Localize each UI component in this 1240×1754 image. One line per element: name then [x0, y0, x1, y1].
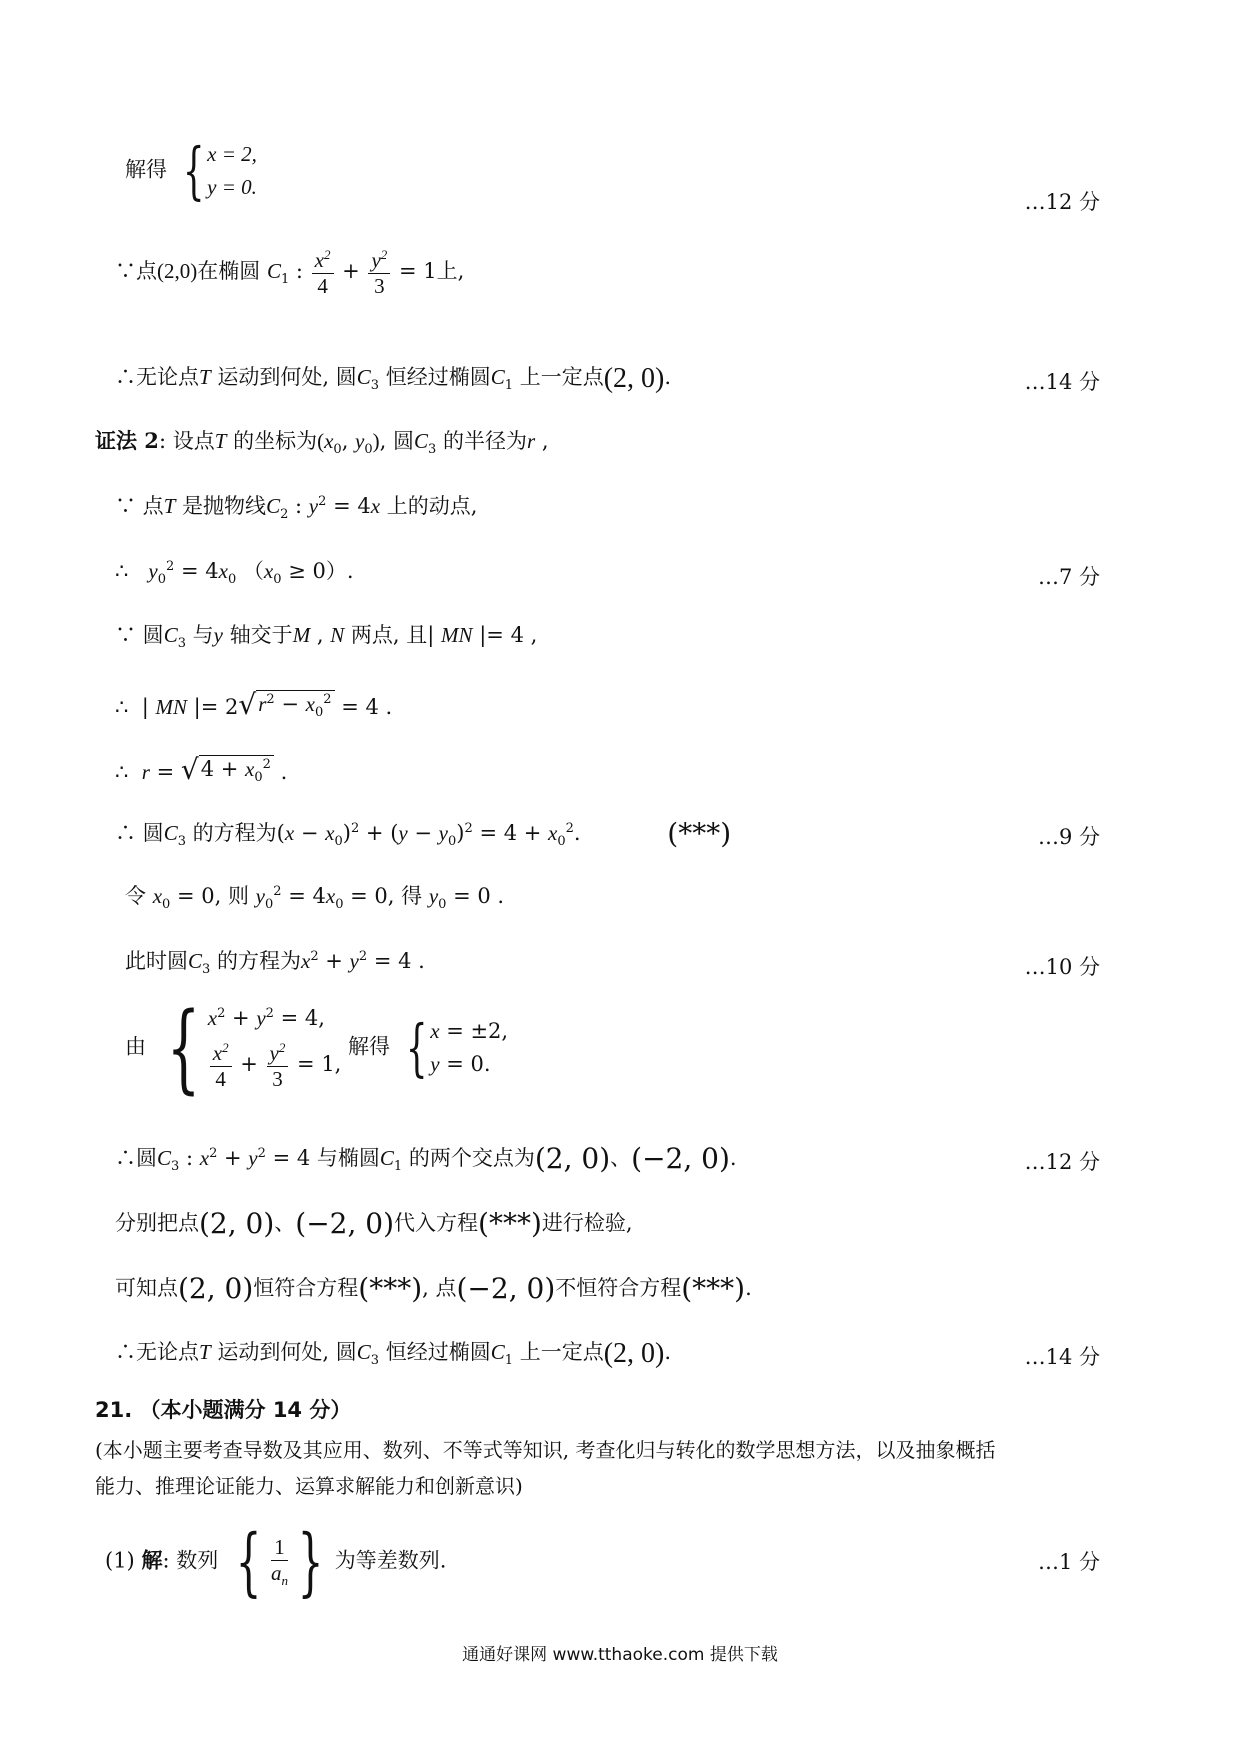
intersection-points-line: ∴圆$C_3$ : $x^2 + y^2 = 4$ 与椭圆$C_1$ 的两个交点为(2, 0)、(−2, 0). [115, 1142, 737, 1175]
score-10: …10 分 [1024, 955, 1100, 979]
point-on-ellipse-line: ∵点(2,0)在椭圆 $C_1$ : $\frac{x^2}{4}$ + $\frac{y^2}{3}$ = 1上, [115, 247, 465, 298]
score-1: …1 分 [1037, 1550, 1100, 1574]
relation-line: ∴ $y_0^2 = 4x_0$ $(x_0 \ge 0)$. [115, 559, 354, 588]
special-circle-line: 此时圆$C_3$ 的方程为$x^2 + y^2 = 4$ . [125, 949, 425, 978]
check-points-line: 分别把点(2, 0)、(−2, 0)代入方程(***)进行检验, [115, 1207, 633, 1240]
conclusion-line-2: ∴无论点T 运动到何处, 圆$C_3$ 恒经过椭圆$C_1$ 上一定点(2, 0). [115, 1338, 672, 1369]
score-9: …9 分 [1037, 825, 1100, 849]
score-12-a: …12 分 [1024, 190, 1100, 214]
question-21-desc-1: (本小题主要考查导数及其应用、数列、不等式等知识, 考查化归与转化的数学思想方法，以及抽象概括 [95, 1438, 996, 1462]
score-14-a: …14 分 [1024, 370, 1100, 394]
let-x0-line: 令 $x_0 = 0$, 则 $y_0^2 = 4x_0 = 0$, 得 $y_0 = 0$ . [125, 884, 505, 913]
solve-line-1: 解得 { x = 2, y = 0. [125, 134, 257, 207]
parabola-line: ∵ 点T 是抛物线$C_2$ : $y^2 = 4x$ 上的动点, [115, 494, 478, 523]
chord-length-line: ∴ | MN |= 2 √ $r^2 - x_0^2$ = 4 . [115, 688, 393, 722]
radius-line: ∴ r = √ $4 + x_0^2$ . [115, 753, 288, 787]
question-21-desc-2: 能力、推理论证能力、运算求解能力和创新意识) [95, 1474, 523, 1498]
score-7: …7 分 [1037, 565, 1100, 589]
verification-line: 可知点(2, 0)恒符合方程(***), 点(−2, 0)不恒符合方程(***). [115, 1272, 752, 1305]
score-14-b: …14 分 [1024, 1345, 1100, 1369]
score-12-b: …12 分 [1024, 1150, 1100, 1174]
circle-intersect-line: ∵ 圆$C_3$ 与y 轴交于M , N 两点, 且| MN |= 4 , [115, 623, 538, 652]
page-footer: 通通好课网 www.tthaoke.com 提供下载 [462, 1645, 778, 1665]
circle-equation-line: ∴ 圆$C_3$ 的方程为$(x - x_0)^2 + (y - y_0)^2 = 4 + x_0^2$. (***) [115, 817, 732, 850]
proof-method-2: 证法 2: 设点T 的坐标为($x_0$, $y_0$), 圆$C_3$ 的半径为r , [95, 428, 549, 458]
question-21-part-1: (1) 解: 数列 { $\frac{1}{a_n}$ } 为等差数列. [105, 1519, 447, 1605]
conclusion-line-1: ∴无论点T 运动到何处, 圆$C_3$ 恒经过椭圆$C_1$ 上一定点(2, 0). [115, 363, 672, 394]
system-solve-line: 由 { $x^2 + y^2 = 4$, $\frac{x^2}{4}$ + $\frac{y^2}{3}$ = 1, 解得 { x = ±2, y = 0. [125, 992, 509, 1104]
question-21-title: 21. （本小题满分 14 分） [95, 1398, 352, 1422]
